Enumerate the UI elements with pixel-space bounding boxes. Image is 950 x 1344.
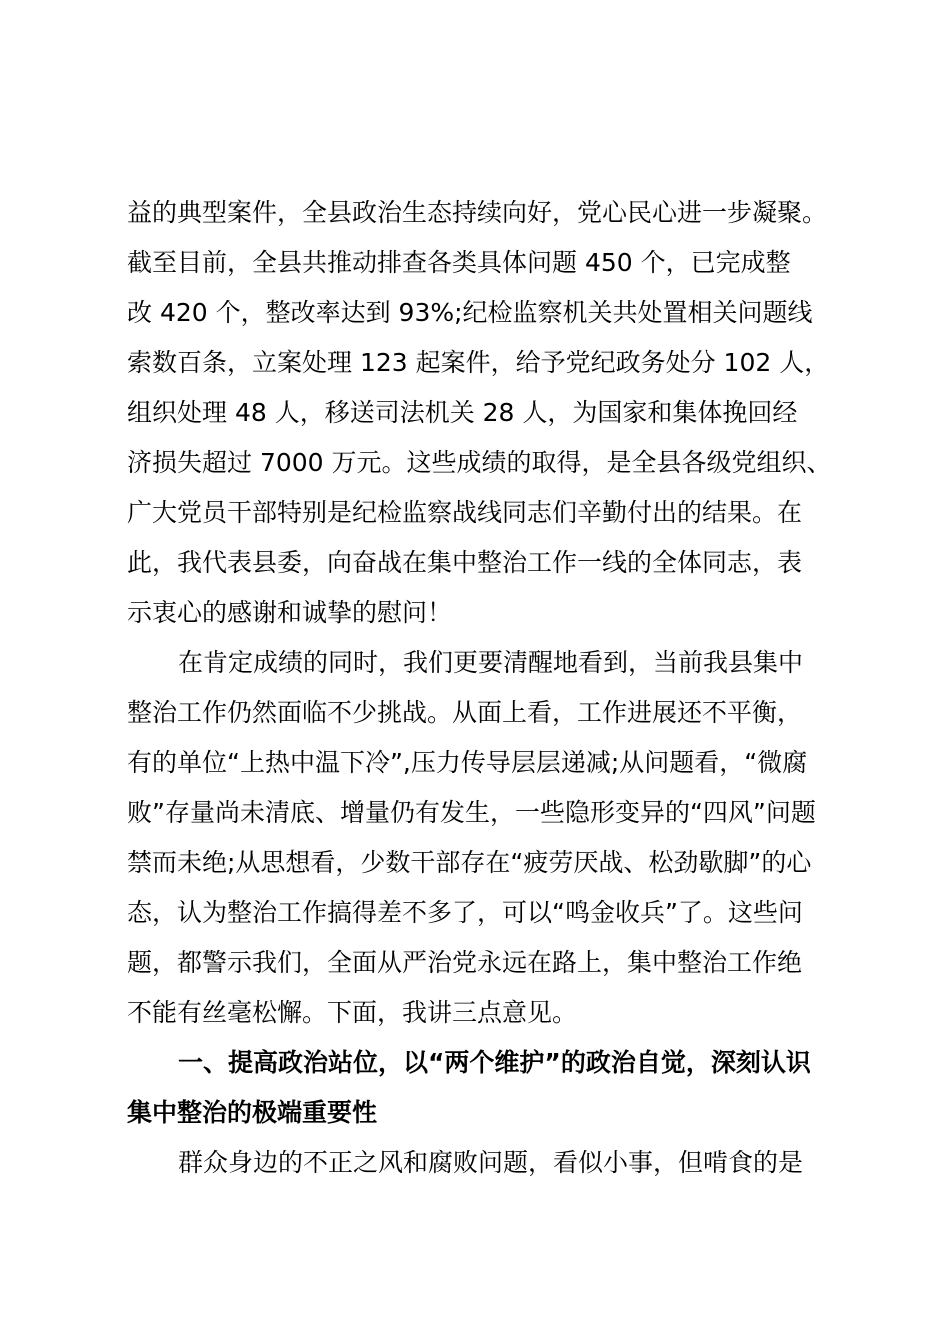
paragraph-line: 败”存量尚未清底、增量仍有发生，一些隐形变异的“四风”问题 (127, 798, 816, 827)
section-heading-line: 集中整治的极端重要性 (127, 1098, 378, 1127)
paragraph-line: 禁而未绝;从思想看，少数干部存在“疲劳厌战、松劲歇脚”的心 (127, 848, 812, 877)
paragraph-line: 群众身边的不正之风和腐败问题，看似小事，但啃食的是 (178, 1148, 804, 1177)
paragraph-line: 题，都警示我们，全面从严治党永远在路上，集中整治工作绝 (127, 948, 803, 977)
paragraph-line: 此，我代表县委，向奋战在集中整治工作一线的全体同志，表 (127, 548, 803, 577)
paragraph-line: 组织处理 48 人，移送司法机关 28 人，为国家和集体挽回经 (127, 398, 798, 427)
paragraph-line: 不能有丝毫松懈。下面，我讲三点意见。 (127, 998, 578, 1027)
paragraph-line: 有的单位“上热中温下冷”,压力传导层层递减;从问题看，“微腐 (127, 748, 808, 777)
paragraph-line: 索数百条，立案处理 123 起案件，给予党纪政务处分 102 人， (127, 348, 830, 377)
paragraph-line: 截至目前，全县共推动排查各类具体问题 450 个，已完成整 (127, 248, 791, 277)
section-heading-line: 一、提高政治站位，以“两个维护”的政治自觉，深刻认识 (178, 1048, 811, 1077)
paragraph-line: 示衷心的感谢和诚挚的慰问！ (127, 598, 453, 627)
paragraph-line: 态，认为整治工作搞得差不多了，可以“鸣金收兵”了。这些问 (127, 898, 803, 927)
paragraph-line: 在肯定成绩的同时，我们更要清醒地看到，当前我县集中 (178, 648, 804, 677)
paragraph-line: 益的典型案件，全县政治生态持续向好，党心民心进一步凝聚。 (127, 198, 828, 227)
paragraph-line: 整治工作仍然面临不少挑战。从面上看，工作进展还不平衡， (127, 698, 803, 727)
paragraph-line: 改 420 个，整改率达到 93%;纪检监察机关共处置相关问题线 (127, 298, 813, 327)
paragraph-line: 广大党员干部特别是纪检监察战线同志们辛勤付出的结果。在 (127, 498, 803, 527)
paragraph-line: 济损失超过 7000 万元。这些成绩的取得，是全县各级党组织、 (127, 448, 832, 477)
